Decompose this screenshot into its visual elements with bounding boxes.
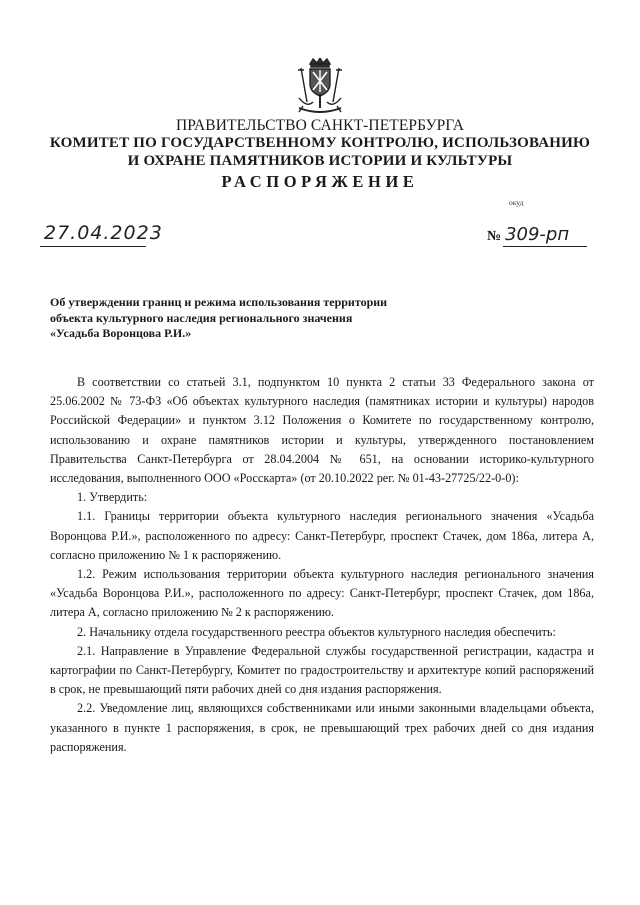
document-body	[50, 373, 594, 757]
subject-line: «Усадьба Воронцова Р.И.»	[50, 326, 192, 340]
document-date: 27.04.2023	[44, 222, 163, 244]
document-type-title: РАСПОРЯЖЕНИЕ	[221, 172, 419, 191]
government-name: ПРАВИТЕЛЬСТВО САНКТ-ПЕТЕРБУРГА	[175, 117, 465, 134]
number-value: 309-рп	[505, 224, 570, 245]
committee-name-line2: И ОХРАНЕ ПАМЯТНИКОВ ИСТОРИИ И КУЛЬТУРЫ	[127, 153, 513, 169]
subject-line: объекта культурного наследия регионального значения	[50, 310, 353, 325]
paragraph-1: 1. Утвердить:	[77, 490, 148, 505]
paragraph-1-2: 1.2. Режим использования территории объекта культурного наследия регионального значения «Усадьба Воронцова Р.И.», расположенного по адресу: Санкт-Петербург, проспект Стачек, дом 186а, литера А, согласно приложению № 2 к распоряжению.	[50, 567, 594, 620]
okud-label: окуд	[509, 198, 524, 207]
saint-petersburg-coat-of-arms-icon	[293, 58, 347, 116]
paragraph-2-1: 2.1. Направление в Управление Федеральной службы государственной регистрации, кадастра и картографии по Санкт-Петербургу, Комитет по градостроительству и архитектуре копий распоряжений в срок, не превышающий пяти рабочих дней со дня издания распоряжения.	[50, 643, 594, 697]
committee-name-line1: КОМИТЕТ ПО ГОСУДАРСТВЕННОМУ КОНТРОЛЮ, ИСПОЛЬЗОВАНИЮ	[49, 135, 591, 151]
document-number	[487, 224, 569, 245]
paragraph-2: 2. Начальнику отдела государственного реестра объектов культурного наследия обеспечить:	[77, 624, 556, 639]
number-underline	[503, 246, 587, 247]
paragraph-2-2: 2.2. Уведомление лиц, являющихся собственниками или иными законными владельцами объекта, указанного в пункте 1 распоряжения, в срок, не превышающий трех рабочих дней со дня издания распоряжения.	[50, 701, 594, 754]
paragraph-1-1: 1.1. Границы территории объекта культурного наследия регионального значения «Усадьба Воронцова Р.И.», расположенного по адресу: Санкт-Петербург, проспект Стачек, дом 186а, литера А, согласно приложению № 1 к распоряжению.	[50, 509, 594, 562]
number-sign: №	[487, 229, 502, 244]
document-subject	[50, 295, 470, 342]
date-underline	[40, 246, 146, 247]
subject-line: Об утверждении границ и режима использования территории	[50, 295, 388, 309]
paragraph-preamble: В соответствии со статьей 3.1, подпунктом 10 пункта 2 статьи 33 Федерального закона от 25.06.2002 № 73-ФЗ «Об объектах культурного наследия (памятниках истории и культуры) народов Российской Федерации» и пунктом 3.12 Положения о Комитете по государственному контролю, использованию и охране памятников истории и культуры, утвержденного постановлением Правительства Санкт-Петербурга от 28.04.2004 № 651, на основании историко-культурного исследования, выполненного ООО «Росскарта» (от 20.10.2022 рег. № 01-43-27725/22-0-0):	[50, 375, 594, 486]
